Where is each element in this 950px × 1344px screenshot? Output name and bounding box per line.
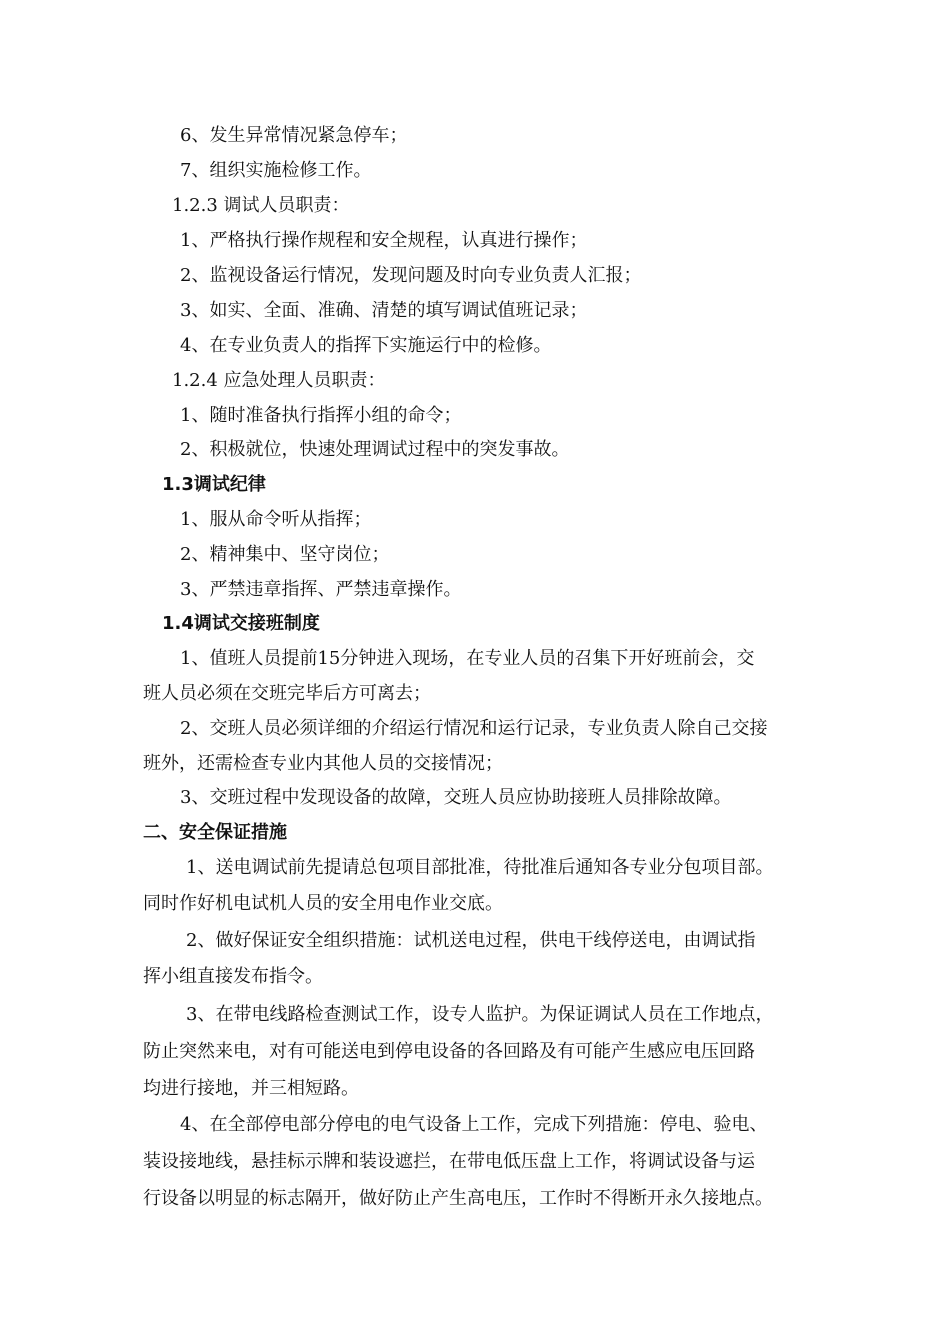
paragraph-line: 3、在带电线路检查测试工作，设专人监护。为保证调试人员在工作地点， (186, 1004, 774, 1025)
list-item: 1、服从命令听从指挥； (180, 509, 372, 530)
paragraph-line: 装设接地线，悬挂标示牌和装设遮拦，在带电低压盘上工作，将调试设备与运 (143, 1151, 755, 1172)
paragraph-line: 防止突然来电，对有可能送电到停电设备的各回路及有可能产生感应电压回路 (143, 1041, 755, 1062)
list-item: 6、发生异常情况紧急停车； (180, 125, 408, 146)
section-heading: 1.4调试交接班制度 (162, 613, 320, 634)
paragraph-line: 2、做好保证安全组织措施：试机送电过程，供电干线停送电，由调试指 (186, 930, 756, 951)
paragraph-line: 3、交班过程中发现设备的故障，交班人员应协助接班人员排除故障。 (180, 787, 732, 808)
section-heading: 1.2.3 调试人员职责： (172, 195, 350, 216)
list-item: 7、组织实施检修工作。 (180, 160, 372, 181)
paragraph-line: 1、送电调试前先提请总包项目部批准，待批准后通知各专业分包项目部。 (186, 857, 774, 878)
section-heading: 二、安全保证措施 (143, 822, 287, 843)
paragraph-line: 行设备以明显的标志隔开，做好防止产生高电压，工作时不得断开永久接地点。 (143, 1188, 773, 1209)
paragraph-line: 1、值班人员提前15分钟进入现场，在专业人员的召集下开好班前会，交 (180, 648, 755, 669)
paragraph-line: 2、交班人员必须详细的介绍运行情况和运行记录，专业负责人除自己交接 (180, 718, 768, 739)
list-item: 2、积极就位，快速处理调试过程中的突发事故。 (180, 439, 570, 460)
list-item: 1、随时准备执行指挥小组的命令； (180, 405, 462, 426)
list-item: 2、监视设备运行情况，发现问题及时向专业负责人汇报； (180, 265, 642, 286)
list-item: 3、严禁违章指挥、严禁违章操作。 (180, 579, 462, 600)
list-item: 3、如实、全面、准确、清楚的填写调试值班记录； (180, 300, 588, 321)
paragraph-line: 班人员必须在交班完毕后方可离去； (143, 683, 431, 704)
paragraph-line: 均进行接地，并三相短路。 (143, 1078, 359, 1099)
section-heading: 1.3调试纪律 (162, 474, 266, 495)
section-heading: 1.2.4 应急处理人员职责： (172, 370, 386, 391)
paragraph-line: 挥小组直接发布指令。 (143, 966, 323, 987)
list-item: 2、精神集中、坚守岗位； (180, 544, 390, 565)
paragraph-line: 同时作好机电试机人员的安全用电作业交底。 (143, 893, 503, 914)
paragraph-line: 4、在全部停电部分停电的电气设备上工作，完成下列措施：停电、验电、 (180, 1114, 768, 1135)
list-item: 1、严格执行操作规程和安全规程，认真进行操作； (180, 230, 588, 251)
paragraph-line: 班外，还需检查专业内其他人员的交接情况； (143, 753, 503, 774)
list-item: 4、在专业负责人的指挥下实施运行中的检修。 (180, 335, 552, 356)
